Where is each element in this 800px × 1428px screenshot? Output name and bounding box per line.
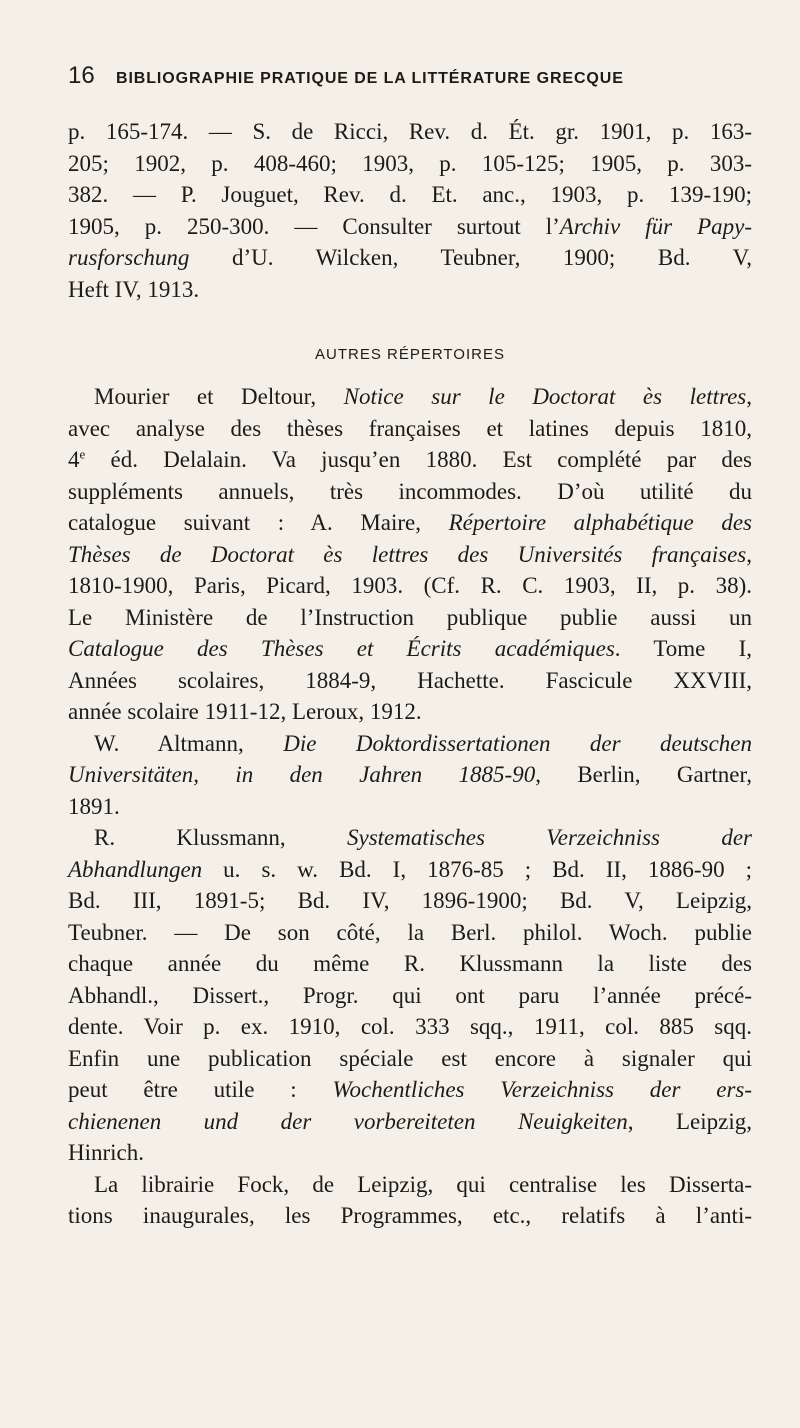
text-line: 205; 1902, p. 408-460; 1903, p. 105-125; 1905, p. 303- [68, 150, 752, 176]
text-line: tions inaugurales, les Programmes, etc., relatifs à l’anti- [68, 1203, 752, 1228]
text-line: rusforschung d’U. Wilcken, Teubner, 1900; Bd. V, [68, 245, 752, 270]
text-line: suppléments annuels, très incommodes. D’où utilité du [68, 478, 752, 504]
text-line: p. 165-174. — S. de Ricci, Rev. d. Ét. gr. 1901, p. 163- [68, 119, 752, 144]
text-line: Heft IV, 1913. [68, 276, 200, 302]
running-title: BIBLIOGRAPHIE PRATIQUE DE LA LITTÉRATURE GRECQUE [116, 70, 624, 87]
text-line: Années scolaires, 1884-9, Hachette. Fascicule XXVIII, [68, 667, 752, 693]
text-line: Bd. III, 1891-5; Bd. IV, 1896-1900; Bd. V, Leipzig, [68, 888, 752, 913]
page-number: 16 [68, 62, 95, 89]
body-text [68, 116, 752, 1232]
text-line: 1891. [68, 793, 120, 819]
text-line: La librairie Fock, de Leipzig, qui centralise les Disserta- [94, 1171, 752, 1197]
text-line: W. Altmann, Die Doktordissertationen der deutschen [94, 730, 752, 756]
text-line: 1905, p. 250-300. — Consulter surtout l’Archiv für Papy- [68, 213, 752, 239]
text-line: peut être utile : Wochentliches Verzeichniss der ers- [68, 1077, 753, 1102]
text-line: Hinrich. [68, 1140, 145, 1165]
text-line: Teubner. — De son côté, la Berl. philol. Woch. publie [68, 919, 752, 945]
text-line: chaque année du même R. Klussmann la liste des [68, 951, 752, 976]
running-head [68, 62, 768, 98]
text-line: catalogue suivant : A. Maire, Répertoire alphabétique des [68, 510, 752, 535]
text-line: Abhandlungen u. s. w. Bd. I, 1876-85 ; Bd. II, 1886-90 ; [68, 856, 752, 882]
text-line: 382. — P. Jouguet, Rev. d. Et. anc., 1903, p. 139-190; [68, 182, 752, 207]
text-line: Le Ministère de l’Instruction publique publie aussi un [68, 604, 752, 630]
text-line: dente. Voir p. ex. 1910, col. 333 sqq., 1911, col. 885 sqq. [68, 1014, 752, 1039]
text-line: Mourier et Deltour, Notice sur le Doctorat ès lettres, [94, 384, 752, 409]
text-line: chienenen und der vorbereiteten Neuigkeiten, Leipzig, [68, 1108, 752, 1134]
text-line: Universitäten, in den Jahren 1885-90, Berlin, Gartner, [68, 762, 752, 787]
text-line: année scolaire 1911-12, Leroux, 1912. [68, 699, 422, 724]
text-line: 1810-1900, Paris, Picard, 1903. (Cf. R. C. 1903, II, p. 38). [68, 573, 752, 598]
text-line: Enfin une publication spéciale est encore à signaler qui [68, 1045, 752, 1071]
text-line: R. Klussmann, Systematisches Verzeichniss der [94, 825, 752, 850]
text-line: avec analyse des thèses françaises et latines depuis 1810, [68, 415, 752, 441]
text-line: Thèses de Doctorat ès lettres des Universités françaises, [68, 541, 752, 567]
text-line: 4e éd. Delalain. Va jusqu’en 1880. Est complété par des [68, 446, 752, 472]
text-line: Abhandl., Dissert., Progr. qui ont paru l’année précé- [68, 982, 752, 1008]
section-heading: AUTRES RÉPERTOIRES [315, 346, 505, 363]
text-line: Catalogue des Thèses et Écrits académiques. Tome I, [68, 636, 752, 661]
